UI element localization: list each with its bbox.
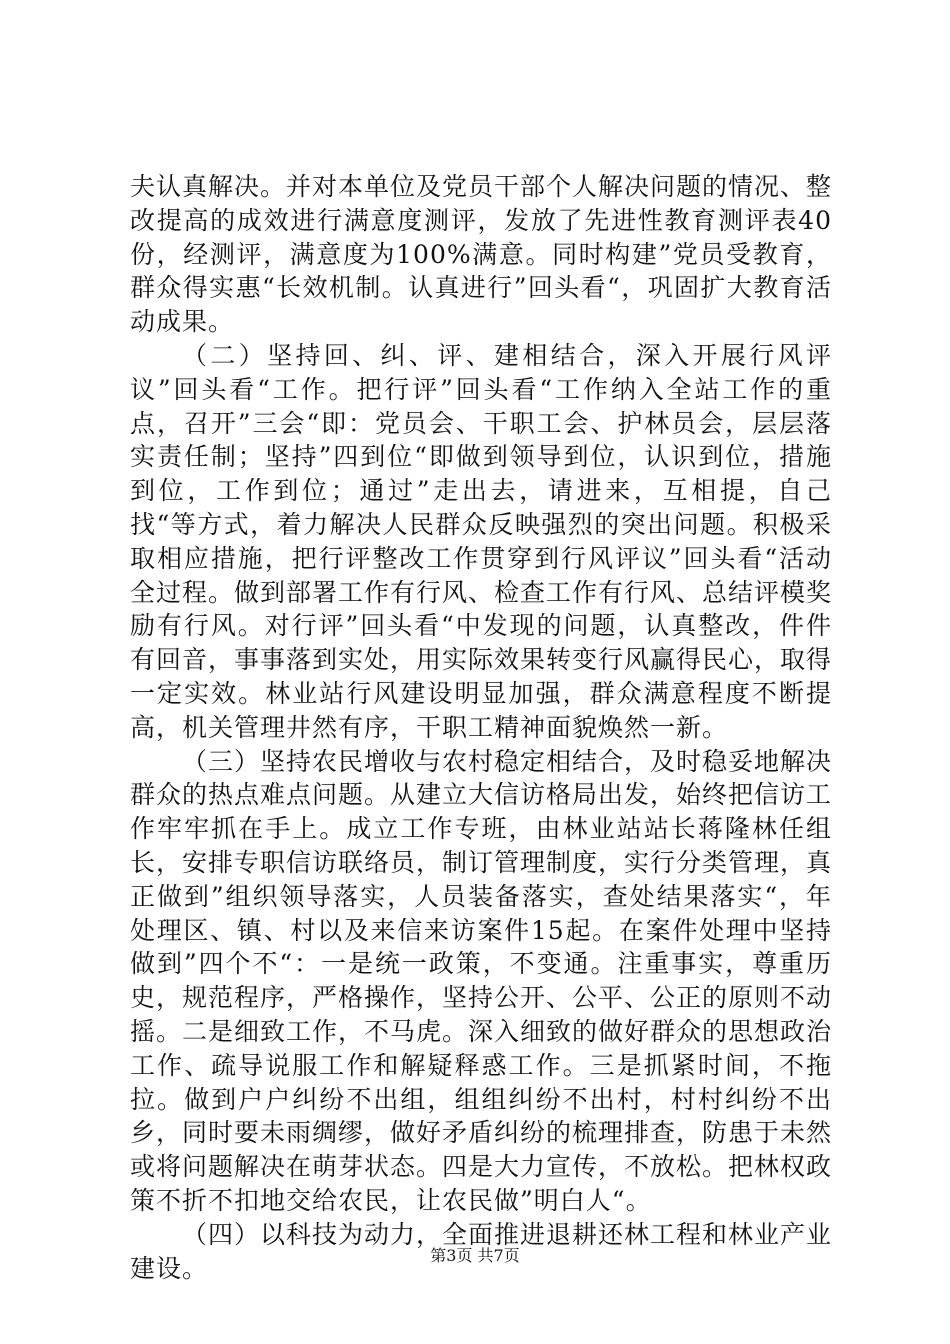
page-number-footer: 第3页 共7页: [430, 1246, 520, 1265]
document-body: [130, 170, 832, 1285]
paragraph-section-3: （三）坚持农民增收与农村稳定相结合，及时稳妥地解决群众的热点难点问题。从建立大信访格局出发，始终把信访工作牢牢抓在手上。成立工作专班，由林业站站长蒋隆林任组长，安排专职信访联络员，制订管理制度，实行分类管理，真正做到”组织领导落实，人员装备落实，查处结果落实“，年处理区、镇、村以及来信来访案件15起。在案件处理中坚持做到”四个不“：一是统一政策，不变通。注重事实，尊重历史，规范程序，严格操作，坚持公开、公平、公正的原则不动摇。二是细致工作，不马虎。深入细致的做好群众的思想政治工作、疏导说服工作和解疑释惑工作。三是抓紧时间，不拖拉。做到户户纠纷不出组，组组纠纷不出村，村村纠纷不出乡，同时要未雨绸缪，做好矛盾纠纷的梳理排查，防患于未然或将问题解决在萌芽状态。四是大力宣传，不放松。把林权政策不折不扣地交给农民，让农民做”明白人“。: [130, 746, 833, 1215]
paragraph-section-2: （二）坚持回、纠、评、建相结合，深入开展行风评议”回头看“工作。把行评”回头看“工作纳入全站工作的重点，召开”三会“即：党员会、干职工会、护林员会，层层落实责任制；坚持”四到位“即做到领导到位，认识到位，措施到位，工作到位；通过”走出去，请进来，互相提，自己找“等方式，着力解决人民群众反映强烈的突出问题。积极采取相应措施，把行评整改工作贯穿到行风评议”回头看“活动全过程。做到部署工作有行风、检查工作有行风、总结评模奖励有行风。对行评”回头看“中发现的问题，认真整改，件件有回音，事事落到实处，用实际效果转变行风赢得民心，取得一定实效。林业站行风建设明显加强，群众满意程度不断提高，机关管理井然有序，干职工精神面貌焕然一新。: [130, 340, 833, 742]
paragraph-continuation: 夫认真解决。并对本单位及党员干部个人解决问题的情况、整改提高的成效进行满意度测评，发放了先进性教育测评表40份，经测评，满意度为100%满意。同时构建”党员受教育，群众得实惠“长效机制。认真进行”回头看“，巩固扩大教育活动成果。: [130, 172, 833, 337]
paragraph-section-4: （四）以科技为动力，全面推进退耕还林工程和林业产业建设。: [130, 1219, 833, 1283]
